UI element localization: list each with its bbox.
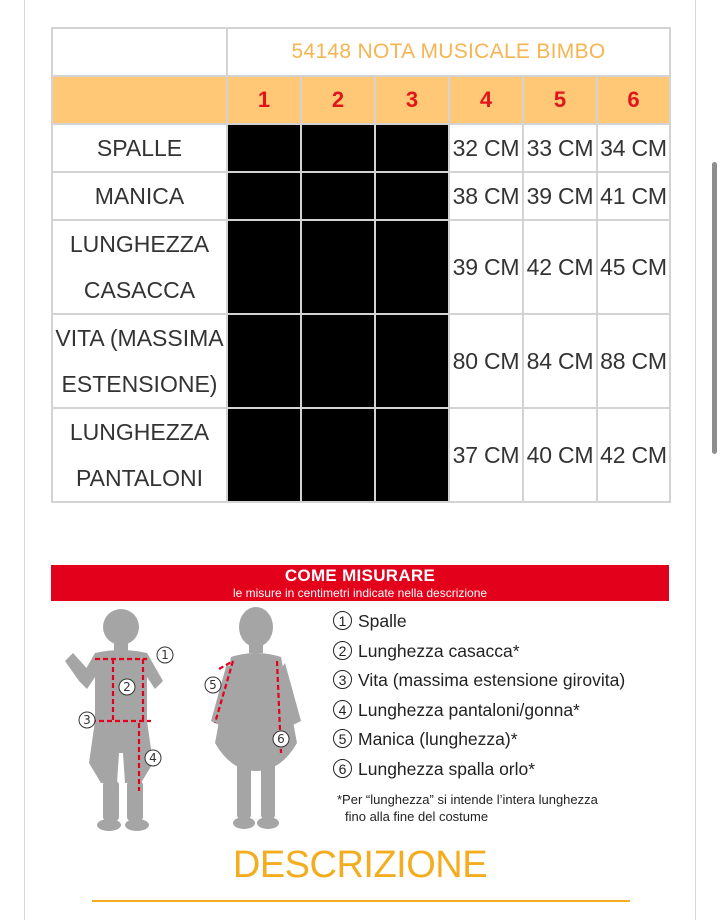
circled-number-icon: 6: [333, 759, 352, 778]
svg-text:3: 3: [83, 713, 91, 727]
blocked-cell: [227, 124, 301, 172]
blocked-cell: [375, 172, 449, 220]
blocked-cell: [227, 314, 301, 408]
measurement-legend: [333, 611, 673, 788]
blocked-cell: [375, 314, 449, 408]
value-cell: 39 CM: [523, 172, 597, 220]
svg-text:6: 6: [277, 732, 285, 746]
table-row-vita: [52, 314, 670, 408]
blocked-cell: [227, 408, 301, 502]
legend-item: 6 Lunghezza spalla orlo*: [333, 759, 673, 789]
table-row-lunghezza-casacca: [52, 220, 670, 314]
svg-text:5: 5: [209, 678, 217, 692]
length-footnote: *Per “lunghezza” si intende l’intera lunghezza fino alla fine del costume: [337, 792, 598, 824]
marker-1-icon: [157, 647, 173, 663]
table-row-lunghezza-pantaloni: [52, 408, 670, 502]
circled-number-icon: 3: [333, 670, 352, 689]
marker-3-icon: [79, 712, 95, 728]
frame-left-border: [24, 0, 25, 920]
size-header-row: [52, 76, 670, 124]
table-corner-cell: [52, 28, 227, 76]
value-cell: 33 CM: [523, 124, 597, 172]
row-label: LUNGHEZZA PANTALONI: [52, 408, 227, 502]
blocked-cell: [301, 408, 375, 502]
value-cell: 34 CM: [597, 124, 670, 172]
measuring-figures-illustration: [51, 603, 321, 835]
size-table: [51, 27, 671, 503]
how-to-measure-panel: [51, 565, 669, 835]
product-title: 54148 NOTA MUSICALE BIMBO: [227, 28, 670, 76]
how-to-measure-title: COME MISURARE: [284, 566, 436, 585]
value-cell: 41 CM: [597, 172, 670, 220]
how-to-measure-subtitle: le misure in centimetri indicate nella descrizione: [232, 586, 488, 600]
blocked-cell: [375, 408, 449, 502]
legend-item: 2 Lunghezza casacca*: [333, 641, 673, 671]
value-cell: 45 CM: [597, 220, 670, 314]
table-row-manica: [52, 172, 670, 220]
blocked-cell: [227, 172, 301, 220]
value-cell: 39 CM: [449, 220, 523, 314]
value-cell: 40 CM: [523, 408, 597, 502]
legend-item: 1 Spalle: [333, 611, 673, 641]
size-table-title-row: [52, 28, 670, 76]
size-header-1: 1: [227, 76, 301, 124]
value-cell: 38 CM: [449, 172, 523, 220]
value-cell: 42 CM: [597, 408, 670, 502]
child-back-figure: [211, 607, 301, 829]
blocked-cell: [301, 314, 375, 408]
size-header-3: 3: [375, 76, 449, 124]
blocked-cell: [375, 124, 449, 172]
description-heading: DESCRIZIONE: [232, 844, 488, 886]
value-cell: 84 CM: [523, 314, 597, 408]
circled-number-icon: 5: [333, 729, 352, 748]
size-header-6: 6: [597, 76, 670, 124]
marker-4-icon: [145, 750, 161, 766]
row-label: SPALLE: [52, 124, 227, 172]
value-cell: 80 CM: [449, 314, 523, 408]
header-label-cell: [52, 76, 227, 124]
circled-number-icon: 4: [333, 700, 352, 719]
svg-text:2: 2: [123, 680, 131, 694]
blocked-cell: [301, 172, 375, 220]
how-to-measure-banner: [51, 565, 669, 601]
svg-text:1: 1: [161, 648, 169, 662]
blocked-cell: [227, 220, 301, 314]
marker-6-icon: [273, 731, 289, 747]
blocked-cell: [375, 220, 449, 314]
value-cell: 42 CM: [523, 220, 597, 314]
legend-item: 5 Manica (lunghezza)*: [333, 729, 673, 759]
row-label: LUNGHEZZA CASACCA: [52, 220, 227, 314]
row-label: VITA (MASSIMA ESTENSIONE): [52, 314, 227, 408]
circled-number-icon: 2: [333, 641, 352, 660]
scrollbar-thumb[interactable]: [712, 162, 717, 454]
value-cell: 88 CM: [597, 314, 670, 408]
circled-number-icon: 1: [333, 611, 352, 630]
legend-item: 4 Lunghezza pantaloni/gonna*: [333, 700, 673, 730]
marker-2-icon: [119, 679, 135, 695]
size-header-4: 4: [449, 76, 523, 124]
blocked-cell: [301, 124, 375, 172]
blocked-cell: [301, 220, 375, 314]
table-row-spalle: [52, 124, 670, 172]
frame-right-border: [695, 0, 696, 920]
row-label: MANICA: [52, 172, 227, 220]
description-divider: [92, 900, 630, 902]
legend-item: 3 Vita (massima estensione girovita): [333, 670, 673, 700]
value-cell: 32 CM: [449, 124, 523, 172]
size-header-5: 5: [523, 76, 597, 124]
marker-5-icon: [205, 677, 221, 693]
value-cell: 37 CM: [449, 408, 523, 502]
svg-text:4: 4: [149, 751, 157, 765]
size-header-2: 2: [301, 76, 375, 124]
